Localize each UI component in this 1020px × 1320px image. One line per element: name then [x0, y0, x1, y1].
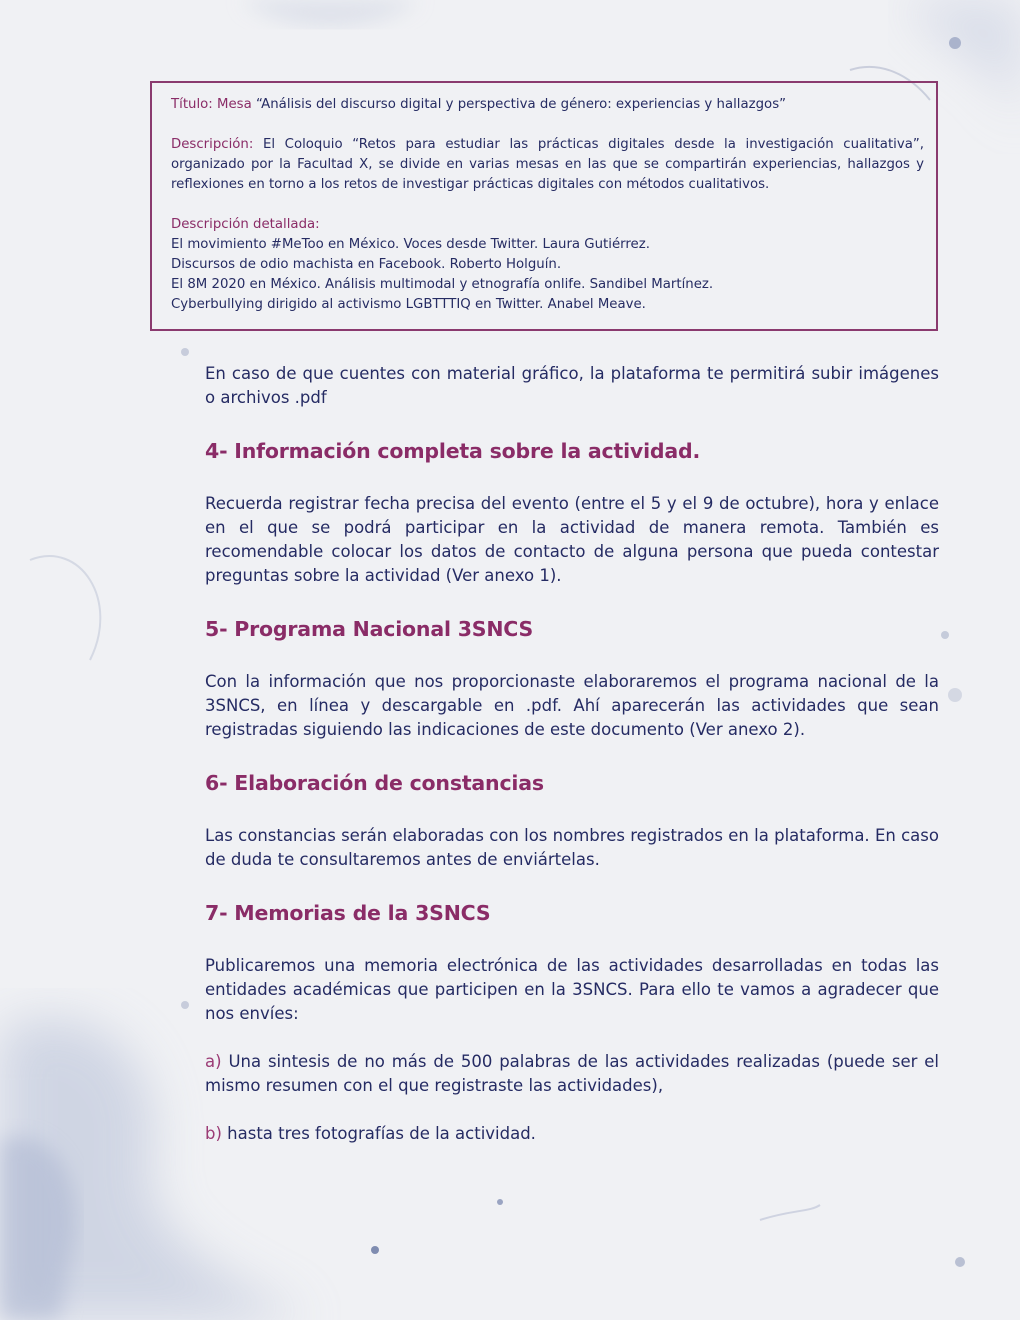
detallada-item: Discursos de odio machista en Facebook. Roberto Holguín.	[171, 257, 562, 272]
titulo-line	[171, 95, 924, 115]
list-text-b: hasta tres fotografías de la actividad.	[227, 1124, 536, 1143]
section-body-5: Con la información que nos proporcionaste elaboraremos el programa nacional de la 3SNCS, en línea y descargable en .pdf. Ahí aparecerán las actividades que sean registradas siguiendo las indicaciones de este documento (Ver anexo 2).	[205, 672, 939, 739]
intro-paragraph: En caso de que cuentes con material gráfico, la plataforma te permitirá subir imágenes o archivos .pdf	[205, 364, 939, 407]
activity-example-box	[150, 81, 938, 331]
list-text-a: Una sintesis de no más de 500 palabras de las actividades realizadas (puede ser el mismo resumen con el que registraste las actividades),	[205, 1052, 939, 1095]
section-body-6: Las constancias serán elaboradas con los nombres registrados en la plataforma. En caso de duda te consultaremos antes de enviártelas.	[205, 826, 939, 869]
detallada-item: El movimiento #MeToo en México. Voces desde Twitter. Laura Gutiérrez.	[171, 237, 650, 252]
detallada-item: Cyberbullying dirigido al activismo LGBTTTIQ en Twitter. Anabel Meave.	[171, 297, 646, 312]
list-item-a	[205, 1050, 939, 1098]
section-body-4: Recuerda registrar fecha precisa del evento (entre el 5 y el 9 de octubre), hora y enlace en el que se podrá participar en la actividad de manera remota. También es recomendable colocar los datos de contacto de alguna persona que pueda contestar preguntas sobre la actividad (Ver anexo 1).	[205, 494, 939, 585]
section-heading-7: 7- Memorias de la 3SNCS	[205, 901, 491, 925]
descripcion-label: Descripción:	[171, 137, 254, 152]
section-body-7: Publicaremos una memoria electrónica de las actividades desarrolladas en todas las entidades académicas que participen en la 3SNCS. Para ello te vamos a agradecer que nos envíes:	[205, 956, 939, 1023]
detallada-item: El 8M 2020 en México. Análisis multimodal y etnografía onlife. Sandibel Martínez.	[171, 277, 714, 292]
section-heading-6: 6- Elaboración de constancias	[205, 771, 544, 795]
section-heading-4: 4- Información completa sobre la actividad.	[205, 439, 701, 463]
titulo-text: “Análisis del discurso digital y perspectiva de género: experiencias y hallazgos”	[255, 97, 787, 112]
titulo-label: Título: Mesa	[171, 97, 252, 112]
detallada-label: Descripción detallada:	[171, 217, 320, 232]
descripcion-text: El Coloquio “Retos para estudiar las prácticas digitales desde la investigación cualitativa”, organizado por la Facultad X, se divide en varias mesas en las que se compartirán experiencias, hallazgos y reflexiones en torno a los retos de investigar prácticas digitales con métodos cualitativos.	[171, 137, 924, 192]
descripcion-line	[171, 135, 924, 195]
list-letter-a: a)	[205, 1052, 222, 1071]
list-item-b	[205, 1122, 939, 1146]
main-content	[205, 362, 939, 1146]
list-letter-b: b)	[205, 1124, 222, 1143]
section-heading-5: 5- Programa Nacional 3SNCS	[205, 617, 534, 641]
